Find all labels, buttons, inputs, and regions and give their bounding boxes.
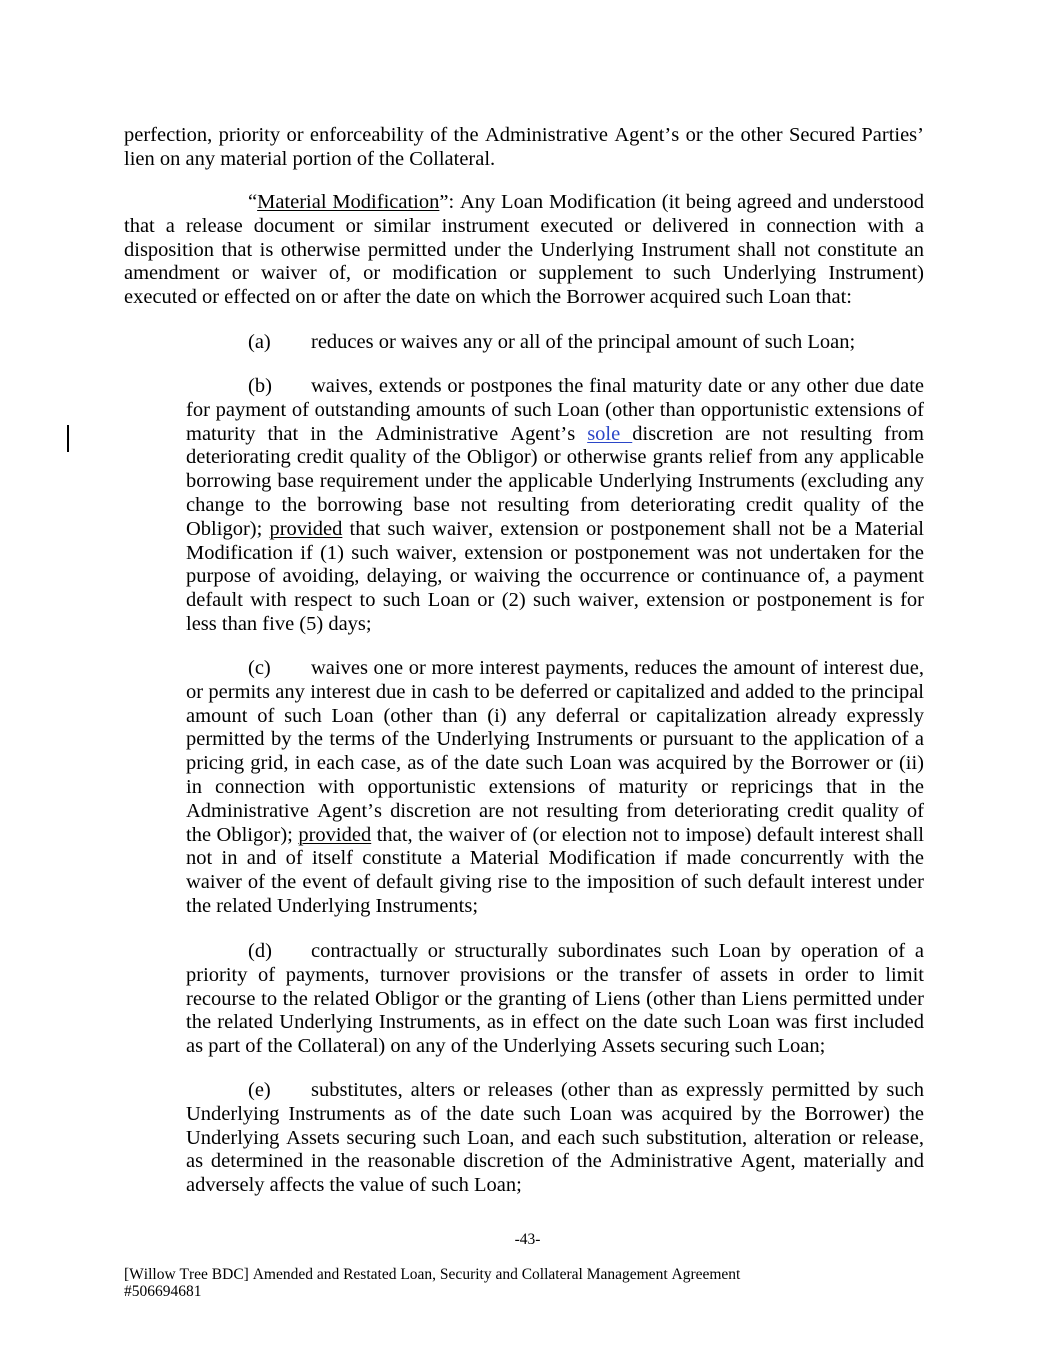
clause-label: (b)	[248, 375, 272, 397]
text-line: default with respect to such Loan or (2) such waiver, extension or postponement is for	[186, 589, 924, 612]
text-line: borrowing base requirement under the applicable Underlying Instruments (excluding any	[186, 470, 924, 493]
inserted-text-sole: sole	[587, 422, 633, 445]
text-line: priority of payments, turnover provisions or the transfer of assets in order to limit	[186, 963, 924, 986]
text-segment: discretion are not resulting from	[632, 422, 924, 445]
text-line: adversely affects the value of such Loan;	[186, 1174, 522, 1197]
footer-title: [Willow Tree BDC] Amended and Restated Loan, Security and Collateral Management Agreement	[124, 1266, 741, 1283]
text-segment: maturity that in the Administrative Agent’s	[186, 422, 588, 445]
footer	[124, 1266, 924, 1300]
clause-label: (c)	[248, 657, 271, 679]
text-segment: the Obligor);	[186, 823, 299, 846]
clause-label: (a)	[248, 331, 271, 353]
text-segment: that, the waiver of (or election not to impose) default interest shall	[371, 823, 924, 846]
text-line: amount of such Loan (other than (i) any deferral or capitalization already expressly	[186, 704, 924, 727]
text-line: less than five (5) days;	[186, 612, 372, 635]
text-line: permitted by the terms of the Underlying Instruments or pursuant to the application of a	[186, 728, 924, 751]
definition-first-line	[124, 191, 924, 215]
provided-term: provided	[269, 517, 343, 540]
definition-paragraph	[124, 191, 924, 310]
text-line: lien on any material portion of the Collateral.	[124, 147, 496, 170]
text-line: as determined in the reasonable discretion of the Administrative Agent, materially and	[186, 1150, 924, 1173]
clause-label: (d)	[248, 940, 272, 962]
text-line: Administrative Agent’s discretion are not resulting from deteriorating credit quality of	[186, 799, 924, 822]
text-line: for payment of outstanding amounts of such Loan (other than opportunistic extensions of	[186, 398, 924, 421]
text-line: that a release document or similar instrument executed or delivered in connection with a	[124, 214, 924, 237]
text-line: pricing grid, in each case, as of the date such Loan was acquired by the Borrower or (ii)	[186, 752, 924, 775]
text-line: or permits any interest due in cash to be deferred or capitalized and added to the principal	[186, 680, 924, 703]
text-line: substitutes, alters or releases (other than as expressly permitted by such	[311, 1079, 924, 1101]
clause-label: (e)	[248, 1079, 271, 1101]
text-line: Underlying Instruments as of the date such Loan was acquired by the Borrower) the	[186, 1102, 924, 1125]
text-line	[186, 423, 924, 447]
definition-lead-text: ”: Any Loan Modification (it being agreed and understood	[439, 191, 924, 213]
intro-paragraph	[124, 124, 924, 172]
clause-b	[186, 375, 924, 637]
text-line: waives, extends or postpones the final maturity date or any other due date	[311, 375, 924, 397]
text-line: waives one or more interest payments, reduces the amount of interest due,	[311, 657, 924, 679]
text-line: purpose of avoiding, delaying, or waiving the occurrence or continuance of, a payment	[186, 565, 924, 588]
text-line: change to the borrowing base not resulting from deteriorating credit quality of the	[186, 493, 924, 516]
clause-a	[186, 331, 924, 355]
text-line: deteriorating credit quality of the Obligor) or otherwise grants relief from any applicable	[186, 446, 924, 469]
provided-term: provided	[298, 823, 372, 846]
text-line	[186, 518, 924, 542]
text-line: the related Underlying Instruments, as in effect on the date such Loan was first included	[186, 1011, 924, 1034]
text-line: the related Underlying Instruments;	[186, 894, 479, 917]
text-line: recourse to the related Obligor or the granting of Liens (other than Liens permitted under	[186, 987, 924, 1010]
text-line: Underlying Assets securing such Loan, and each such substitution, alteration or release,	[186, 1126, 924, 1149]
clause-c	[186, 657, 924, 919]
text-line: disposition that is otherwise permitted under the Underlying Instrument shall not constitute an	[124, 238, 924, 261]
text-segment: Obligor);	[186, 517, 270, 540]
text-line: reduces or waives any or all of the principal amount of such Loan;	[311, 331, 856, 353]
text-line: waiver of the event of default giving rise to the imposition of such default interest under	[186, 871, 924, 894]
revision-bar	[67, 425, 69, 452]
text-line: executed or effected on or after the date on which the Borrower acquired such Loan that:	[124, 286, 853, 309]
text-line: perfection, priority or enforceability of the Administrative Agent’s or the other Secured Parties’	[124, 124, 924, 146]
page-number: -43-	[514, 1231, 541, 1248]
text-line: contractually or structurally subordinates such Loan by operation of a	[311, 940, 924, 962]
clause-e	[186, 1079, 924, 1198]
text-line: amendment or waiver of, or modification or supplement to such Underlying Instrument)	[124, 262, 924, 285]
text-line: in connection with opportunistic extensions of maturity or repricings that in the	[186, 775, 924, 798]
text-line: not in and of itself constitute a Material Modification if made concurrently with the	[186, 847, 924, 870]
open-quote: “	[248, 191, 258, 213]
clause-d	[186, 940, 924, 1059]
text-line	[186, 824, 924, 848]
footer-doc-number: #506694681	[124, 1283, 202, 1300]
text-line: Modification if (1) such waiver, extension or postponement was not undertaken for the	[186, 541, 924, 564]
defined-term: Material Modification	[257, 191, 440, 213]
text-line: as part of the Collateral) on any of the Underlying Assets securing such Loan;	[186, 1035, 826, 1058]
text-segment: that such waiver, extension or postponement shall not be a Material	[342, 517, 925, 540]
